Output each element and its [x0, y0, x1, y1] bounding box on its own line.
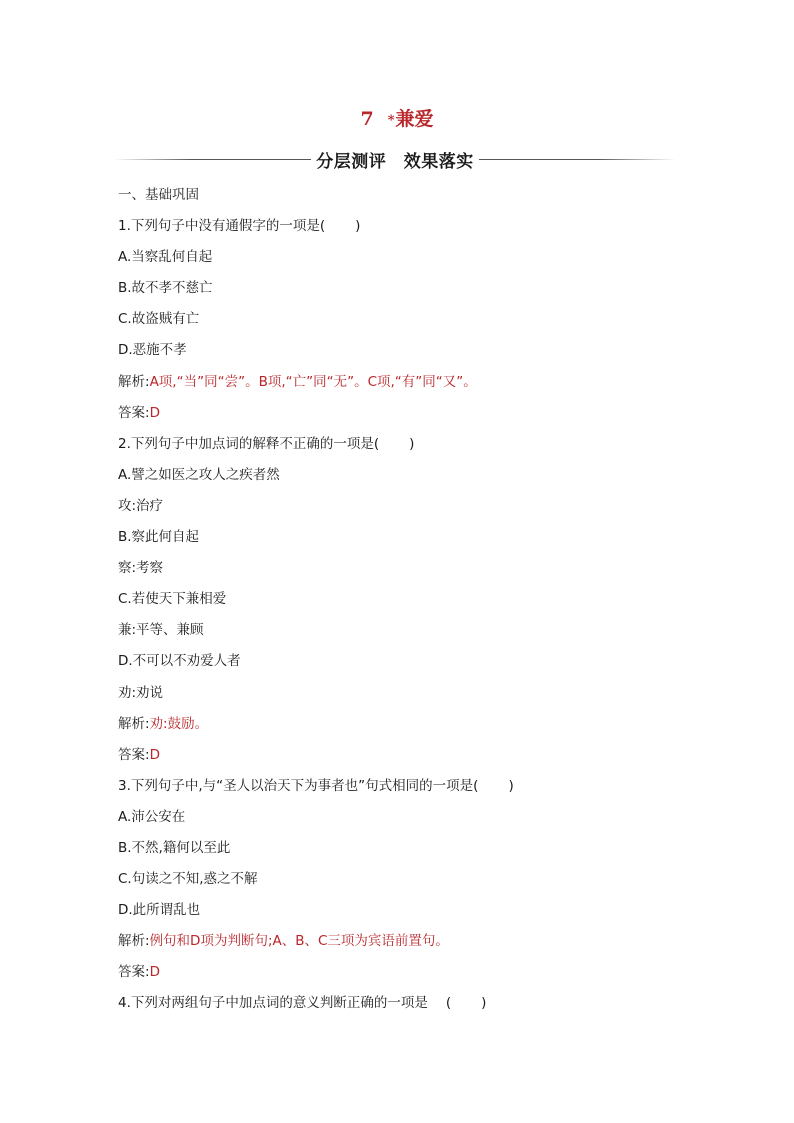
question-4-stem: 4.下列对两组句子中加点词的意义判断正确的一项是 ( ): [118, 995, 487, 1012]
question-3-option-d: D.此所谓乱也: [118, 902, 201, 919]
question-2-gloss-d: 劝:劝说: [118, 684, 164, 701]
banner-rule-right: [479, 159, 675, 160]
lesson-title: 兼爱: [395, 108, 434, 130]
question-2-gloss-b: 察:考察: [118, 560, 164, 577]
question-2-stem: 2.下列句子中加点词的解释不正确的一项是( ): [118, 435, 415, 452]
question-2-answer: 答案:D: [118, 746, 160, 763]
question-1-option-a: A.当察乱何自起: [118, 249, 213, 266]
question-1-stem: 1.下列句子中没有通假字的一项是( ): [118, 218, 361, 235]
question-1-option-c: C.故盗贼有亡: [118, 311, 200, 328]
question-1-option-d: D.恶施不孝: [118, 342, 187, 359]
question-2-option-c: C.若使天下兼相爱: [118, 591, 227, 608]
question-1-answer: 答案:D: [118, 404, 160, 421]
question-2-gloss-a: 攻:治疗: [118, 497, 164, 514]
banner-rule-left: [115, 159, 311, 160]
question-2-option-a: A.譬之如医之攻人之疾者然: [118, 466, 280, 483]
page-title: [0, 104, 794, 131]
question-2-option-b: B.察此何自起: [118, 529, 200, 546]
optional-lesson-marker: *: [387, 113, 395, 128]
question-3-analysis: 解析:例句和D项为判断句;A、B、C三项为宾语前置句。: [118, 933, 449, 950]
exercise-content: [118, 184, 678, 1024]
question-2-gloss-c: 兼:平等、兼顾: [118, 622, 204, 639]
question-3-option-c: C.句读之不知,惑之不解: [118, 871, 258, 888]
lesson-number: 7: [360, 108, 374, 130]
question-2-analysis: 解析:劝:鼓励。: [118, 715, 209, 732]
question-1-analysis: 解析:A项,“当”同“尝”。B项,“亡”同“无”。C项,“有”同“又”。: [118, 373, 477, 390]
question-3-answer: 答案:D: [118, 964, 160, 981]
section-heading: 一、基础巩固: [118, 187, 199, 203]
question-3-option-a: A.沛公安在: [118, 808, 186, 825]
question-2-option-d: D.不可以不劝爱人者: [118, 653, 241, 670]
section-banner: [115, 147, 675, 171]
question-1-option-b: B.故不孝不慈亡: [118, 280, 213, 297]
banner-text: 分层测评 效果落实: [316, 151, 474, 172]
question-3-option-b: B.不然,籍何以至此: [118, 839, 231, 856]
question-3-stem: 3.下列句子中,与“圣人以治天下为事者也”句式相同的一项是( ): [118, 777, 514, 794]
